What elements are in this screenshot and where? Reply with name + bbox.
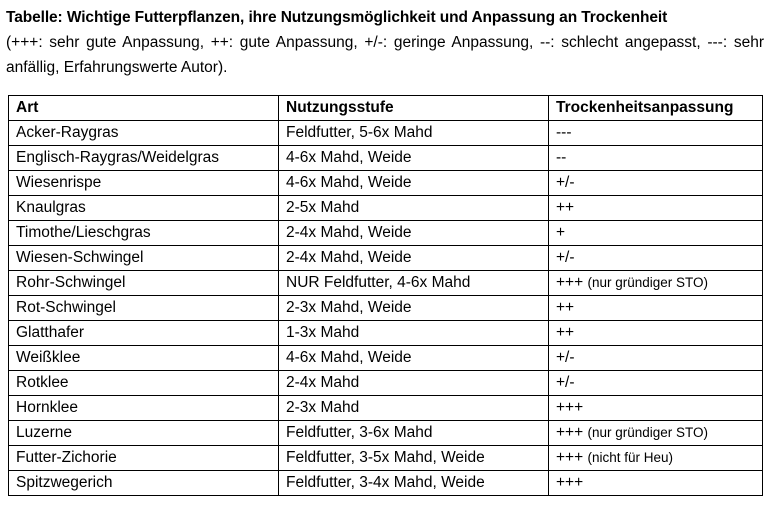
cell-nutzungsstufe: 1-3x Mahd <box>279 321 549 346</box>
anpassung-value: +++ <box>556 274 584 291</box>
cell-art: Acker-Raygras <box>9 121 279 146</box>
caption-legend: (+++: sehr gute Anpassung, ++: gute Anpassung, +/-: geringe Anpassung, --: schlecht angepasst, ---: sehr anfällig, Erfahrungswerte Autor). <box>6 34 764 76</box>
cell-trockenheitsanpassung <box>549 321 763 346</box>
cell-trockenheitsanpassung <box>549 346 763 371</box>
cell-trockenheitsanpassung <box>549 421 763 446</box>
cell-art: Spitzwegerich <box>9 471 279 496</box>
cell-nutzungsstufe: 2-4x Mahd, Weide <box>279 246 549 271</box>
cell-art: Timothe/Lieschgras <box>9 221 279 246</box>
table-row <box>9 346 763 371</box>
cell-trockenheitsanpassung <box>549 196 763 221</box>
table-row <box>9 471 763 496</box>
column-header-art: Art <box>9 96 279 121</box>
cell-nutzungsstufe: Feldfutter, 3-5x Mahd, Weide <box>279 446 549 471</box>
table-header-row <box>9 96 763 121</box>
cell-trockenheitsanpassung <box>549 296 763 321</box>
anpassung-value: --- <box>556 124 572 141</box>
table-row <box>9 196 763 221</box>
anpassung-value: + <box>556 224 566 241</box>
cell-trockenheitsanpassung <box>549 121 763 146</box>
anpassung-value: ++ <box>556 199 575 216</box>
table-row <box>9 421 763 446</box>
cell-art: Rot-Schwingel <box>9 296 279 321</box>
cell-nutzungsstufe: Feldfutter, 5-6x Mahd <box>279 121 549 146</box>
caption-title: Tabelle: Wichtige Futterpflanzen, ihre Nutzungsmöglichkeit und Anpassung an Trockenheit <box>6 9 668 26</box>
anpassung-value: +/- <box>556 349 575 366</box>
cell-art: Knaulgras <box>9 196 279 221</box>
table-row <box>9 221 763 246</box>
cell-nutzungsstufe: NUR Feldfutter, 4-6x Mahd <box>279 271 549 296</box>
cell-art: Luzerne <box>9 421 279 446</box>
table-row <box>9 446 763 471</box>
cell-art: Futter-Zichorie <box>9 446 279 471</box>
futterpflanzen-table <box>8 95 763 496</box>
table-body <box>9 121 763 496</box>
table-row <box>9 396 763 421</box>
cell-nutzungsstufe: 2-4x Mahd, Weide <box>279 221 549 246</box>
anpassung-value: +/- <box>556 249 575 266</box>
anpassung-note: (nicht für Heu) <box>587 450 673 465</box>
table-row <box>9 146 763 171</box>
anpassung-value: -- <box>556 149 567 166</box>
table-row <box>9 371 763 396</box>
cell-art: Weißklee <box>9 346 279 371</box>
table-row <box>9 271 763 296</box>
table-row <box>9 171 763 196</box>
anpassung-value: +++ <box>556 399 584 416</box>
cell-art: Rohr-Schwingel <box>9 271 279 296</box>
cell-nutzungsstufe: Feldfutter, 3-4x Mahd, Weide <box>279 471 549 496</box>
cell-art: Wiesen-Schwingel <box>9 246 279 271</box>
cell-trockenheitsanpassung <box>549 396 763 421</box>
cell-nutzungsstufe: 2-3x Mahd <box>279 396 549 421</box>
anpassung-value: +++ <box>556 424 584 441</box>
column-header-nutzungsstufe: Nutzungsstufe <box>279 96 549 121</box>
cell-nutzungsstufe: 4-6x Mahd, Weide <box>279 346 549 371</box>
cell-trockenheitsanpassung <box>549 146 763 171</box>
cell-trockenheitsanpassung <box>549 446 763 471</box>
anpassung-value: ++ <box>556 299 575 316</box>
cell-art: Rotklee <box>9 371 279 396</box>
cell-trockenheitsanpassung <box>549 246 763 271</box>
cell-nutzungsstufe: 4-6x Mahd, Weide <box>279 171 549 196</box>
cell-trockenheitsanpassung <box>549 471 763 496</box>
anpassung-value: +++ <box>556 449 584 466</box>
table-caption <box>6 5 764 80</box>
cell-nutzungsstufe: 2-4x Mahd <box>279 371 549 396</box>
cell-trockenheitsanpassung <box>549 271 763 296</box>
cell-trockenheitsanpassung <box>549 171 763 196</box>
cell-nutzungsstufe: 4-6x Mahd, Weide <box>279 146 549 171</box>
cell-nutzungsstufe: 2-3x Mahd, Weide <box>279 296 549 321</box>
table-row <box>9 246 763 271</box>
cell-nutzungsstufe: 2-5x Mahd <box>279 196 549 221</box>
cell-art: Hornklee <box>9 396 279 421</box>
anpassung-value: +++ <box>556 474 584 491</box>
cell-art: Englisch-Raygras/Weidelgras <box>9 146 279 171</box>
cell-trockenheitsanpassung <box>549 371 763 396</box>
anpassung-value: +/- <box>556 174 575 191</box>
table-row <box>9 321 763 346</box>
anpassung-value: ++ <box>556 324 575 341</box>
anpassung-value: +/- <box>556 374 575 391</box>
cell-art: Glatthafer <box>9 321 279 346</box>
cell-trockenheitsanpassung <box>549 221 763 246</box>
column-header-trockenheitsanpassung: Trockenheitsanpassung <box>549 96 763 121</box>
cell-nutzungsstufe: Feldfutter, 3-6x Mahd <box>279 421 549 446</box>
table-row <box>9 121 763 146</box>
cell-art: Wiesenrispe <box>9 171 279 196</box>
anpassung-note: (nur gründiger STO) <box>587 275 709 290</box>
anpassung-note: (nur gründiger STO) <box>587 425 709 440</box>
table-row <box>9 296 763 321</box>
